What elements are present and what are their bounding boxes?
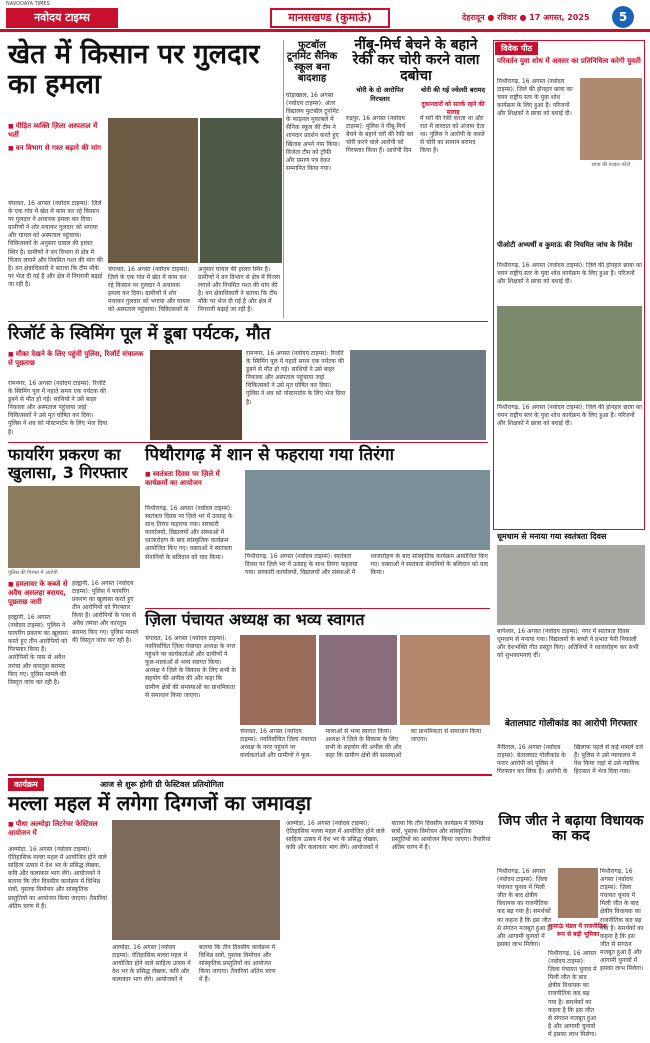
guldar-photo-1 [108,118,198,263]
guldar-bullet-1: ■ पीड़ित व्यक्ति ज़िला अस्पताल में भर्ती [8,122,103,140]
nimbu-sub2: चोरी की गई ज्वेलरी बरामद [420,86,486,94]
dhoom-body: बागेश्वर, 16 अगस्त (नवोदय टाइम्स): नगर में स्वतंत्रता दिवस धूमधाम से मनाया गया। विद्यालयों के बच्चों ने प्रभात फेरी निकाली और देशभक्ति गीत प्रस्तुत किए। अतिथियों ने ध्वजारोहण कर सभी को शुभकामनाएं दीं। [497,628,639,660]
vivek-headline: परिवर्तन युवा शोध में अवसर का प्रतिनिधित्व करेगी युवती [497,57,641,65]
vivek-body: पिथौरागढ़, 16 अगस्त (नवोदय टाइम्स): ज़िले की होनहार छात्रा का चयन राष्ट्रीय स्तर के युवा शोध कार्यक्रम के लिए हुआ है। परिजनों और शिक्षकों ने छात्रा को बधाई दी। [497,78,573,118]
resort-photo-1 [150,350,242,440]
nimbu-sub1: चोरी के दो आरोपित गिरफ्तार [356,86,404,103]
vivek-tag: विवेक पीठ [495,42,538,55]
panchayat-photo-3 [400,635,490,725]
guldar-body-2: चंपावत, 16 अगस्त (नवोदय टाइम्स): ज़िले के एक गांव में खेत में काम कर रहे किसान पर गुलदार ने अचानक हमला कर दिया। ग्रामीणों ने शोर मचाकर गुलदार को भगाया और घायल को अस्पताल पहुंचाया। चिकित्सकों के अनुसार घायल की हालत स्थिर है। ग्रामीणों ने वन विभाग से क्षेत्र में पिंजरा लगाने और नियमित गश्त की मांग की है। वन क्षेत्राधिकारी ने बताया कि टीम मौके पर भेज दी गई है और क्षेत्र में निगरानी बढ़ाई जा रही है। [108,266,281,314]
guldar-photo-2 [200,118,282,263]
events-bullet: ■ पौधा अल्मोड़ा लिटरेचर फेस्टिवल आयोजन में [8,820,108,838]
firing-bullet: ■ हमलावर के कब्जे से अवैध असलहा बरामद, पूछताछ जारी [8,580,68,606]
dateline: देहरादून ● रविवार ● 17 अगस्त, 2025 [462,13,590,22]
panchayat-photo-2 [319,635,397,725]
events-banner: आज से शुरू होगी ग्री फेस्टिवल प्रतियोगिता [100,780,224,789]
resort-headline: रिजॉर्ट के स्विमिंग पूल में डूबा पर्यटक, मौत [8,324,271,344]
panchayat-body: चंपावत, 16 अगस्त (नवोदय टाइम्स): नवनिर्वाचित ज़िला पंचायत अध्यक्ष के नगर पहुंचने पर कार्यकर्ताओं और ग्रामीणों ने फूल-मालाओं से भव्य स्वागत किया। अध्यक्ष ने ज़िले के विकास के लिए सभी के सहयोग की अपील की और कहा कि ग्रामीण क्षेत्रों की समस्याओं का प्राथमिकता से समाधान किया जाएगा। [145,635,236,699]
resort-bullet: ■ मौका देखने के लिए पहुंची पुलिस, रिजॉर्ट संचालक से पूछताछ [8,350,148,368]
vivek-body-2: पिथौरागढ़, 16 अगस्त (नवोदय टाइम्स): ज़िले की होनहार छात्रा का चयन राष्ट्रीय स्तर के युवा शोध कार्यक्रम के लिए हुआ है। परिजनों और शिक्षकों ने छात्रा को बधाई दी। [497,262,642,286]
rule [8,774,492,776]
goli-headline: बेतालघाट गोलीकांड का आरोपी गिरफ्तार [504,719,638,729]
vivek-photo [580,78,642,160]
jeep-quote: कुमाऊं मंडल में राजनीतिक रूप से बढ़ी भूमिका [548,923,608,938]
tiranga-photo [245,470,490,550]
rule [8,442,488,443]
guldar-bullet-2: ■ वन विभाग से गश्त बढ़ाने की मांग [8,144,103,153]
tiranga-body-2: पिथौरागढ़, 16 अगस्त (नवोदय टाइम्स): स्वतंत्रता दिवस पर ज़िले भर में उत्साह के साथ तिरंगा फहराया गया। सरकारी कार्यालयों, विद्यालयों और संस्थाओं में ध्वजारोहण के बाद सांस्कृतिक कार्यक्रम आयोजित किए गए। वक्ताओं ने स्वतंत्रता सेनानियों के बलिदान को याद किया। [245,553,489,577]
panchayat-body-2: चंपावत, 16 अगस्त (नवोदय टाइम्स): नवनिर्वाचित ज़िला पंचायत अध्यक्ष के नगर पहुंचने पर कार्यकर्ताओं और ग्रामीणों ने फूल-मालाओं से भव्य स्वागत किया। अध्यक्ष ने ज़िले के विकास के लिए सभी के सहयोग की अपील की और कहा कि ग्रामीण क्षेत्रों की समस्याओं का प्राथमिकता से समाधान किया जाएगा। [240,728,481,760]
firing-headline: फायरिंग प्रकरण का खुलासा, 3 गिरफ्तार [8,445,128,482]
football-headline: फुटबॉल टूर्नामेंट सैनिक स्कूल बना बादशाह [286,40,338,84]
jeep-body: पिथौरागढ़, 16 अगस्त (नवोदय टाइम्स): ज़िला पंचायत चुनाव में मिली जीत के बाद क्षेत्रीय विधायक का राजनीतिक कद बढ़ गया है। समर्थकों का कहना है कि इस जीत से संगठन मजबूत हुआ है और आगामी चुनावों में इसका लाभ मिलेगा। [497,868,552,948]
vivek-photo-caption: छात्रा की फाइल फोटो [591,162,631,168]
tiranga-body: पिथौरागढ़, 16 अगस्त (नवोदय टाइम्स): स्वतंत्रता दिवस पर ज़िले भर में उत्साह के साथ तिरंगा फहराया गया। सरकारी कार्यालयों, विद्यालयों और संस्थाओं में ध्वजारोहण के बाद सांस्कृतिक कार्यक्रम आयोजित किए गए। वक्ताओं ने स्वतंत्रता सेनानियों के बलिदान को याद किया। [145,505,233,561]
jeep-body-2: पिथौरागढ़, 16 अगस्त (नवोदय टाइम्स): ज़िला पंचायत चुनाव में मिली जीत के बाद क्षेत्रीय विधायक का राजनीतिक कद बढ़ गया है। समर्थकों का कहना है कि इस जीत से संगठन मजबूत हुआ है और आगामी चुनावों में इसका लाभ मिलेगा। [600,868,644,973]
nimbu-sub3: दुकानदारों को सतर्क रहने की सलाह [421,101,485,116]
jeep-body-3: पिथौरागढ़, 16 अगस्त (नवोदय टाइम्स): ज़िला पंचायत चुनाव में मिली जीत के बाद क्षेत्रीय विधायक का राजनीतिक कद बढ़ गया है। समर्थकों का कहना है कि इस जीत से संगठन मजबूत हुआ है और आगामी चुनावों में इसका लाभ मिलेगा। [548,950,597,1038]
events-body-3: अल्मोड़ा, 16 अगस्त (नवोदय टाइम्स): ऐतिहासिक मल्ला महल में आयोजित होने वाले साहित्य उत्सव में देश भर के प्रसिद्ध लेखक, कवि और कलाकार भाग लेंगे। आयोजकों ने बताया कि तीन दिवसीय कार्यक्रम में विभिन्न सत्रों, पुस्तक विमोचन और सांस्कृतिक प्रस्तुतियों का आयोजन किया जाएगा। तैयारियां अंतिम चरण में हैं। [286,820,491,852]
jeep-photo [558,868,598,918]
firing-photo-caption: पुलिस की गिरफ्त में आरोपी [8,570,58,576]
guldar-body: चंपावत, 16 अगस्त (नवोदय टाइम्स): ज़िले के एक गांव में खेत में काम कर रहे किसान पर गुलदार ने अचानक हमला कर दिया। ग्रामीणों ने शोर मचाकर गुलदार को भगाया और घायल को अस्पताल पहुंचाया। चिकित्सकों के अनुसार घायल की हालत स्थिर है। ग्रामीणों ने वन विभाग से क्षेत्र में पिंजरा लगाने और नियमित गश्त की मांग की है। वन क्षेत्राधिकारी ने बताया कि टीम मौके पर भेज दी गई है और क्षेत्र में निगरानी बढ़ाई जा रही है। [8,200,103,288]
resort-body: रामनगर, 16 अगस्त (नवोदय टाइम्स): रिजॉर्ट के स्विमिंग पूल में नहाते समय एक पर्यटक की डूबने से मौत हो गई। साथियों ने उसे बाहर निकाला और अस्पताल पहुंचाया जहां चिकित्सकों ने उसे मृत घोषित कर दिया। पुलिस ने शव को पोस्टमार्टम के लिए भेज दिया है। [8,380,108,436]
resort-body-2: रामनगर, 16 अगस्त (नवोदय टाइम्स): रिजॉर्ट के स्विमिंग पूल में नहाते समय एक पर्यटक की डूबने से मौत हो गई। साथियों ने उसे बाहर निकाला और अस्पताल पहुंचाया जहां चिकित्सकों ने उसे मृत घोषित कर दिया। पुलिस ने शव को पोस्टमार्टम के लिए भेज दिया है। [246,350,346,406]
nimbu-headline: नींबू-मिर्च बेचने के बहाने रेकी कर चोरी करने वाला दबोचा [352,37,480,84]
tiranga-bullet: ■ स्वतंत्रता दिवस पर ज़िले में कार्यक्रमों का आयोजन [145,470,235,488]
vivek-body-3: पिथौरागढ़, 16 अगस्त (नवोदय टाइम्स): ज़िले की होनहार छात्रा का चयन राष्ट्रीय स्तर के युवा शोध कार्यक्रम के लिए हुआ है। परिजनों और शिक्षकों ने छात्रा को बधाई दी। [497,404,642,428]
nimbu-body: रुद्रपुर, 16 अगस्त (नवोदय टाइम्स): पुलिस ने नींबू-मिर्च बेचने के बहाने घरों की रेकी कर चोरी करने वाले आरोपी को गिरफ्तार किया है। आरोपी दिन में घरों की रेकी करता था और रात में वारदात को अंजाम देता था। पुलिस ने आरोपी के कब्जे से चोरी का सामान बरामद किया है। [346,115,485,155]
goli-body: नैनीताल, 16 अगस्त (नवोदय टाइम्स): बेतालघाट गोलीकांड के फरार आरोपी को पुलिस ने गिरफ्तार कर लिया है। आरोपी के खिलाफ पहले से कई मामले दर्ज हैं। पुलिस ने उसे न्यायालय में पेश किया जहां से उसे न्यायिक हिरासत में भेज दिया गया। [497,744,643,776]
guldar-bullets [8,122,103,152]
jeep-headline: जिप जीत ने बढ़ाया विधायक का कद [498,813,644,845]
panchayat-headline: ज़िला पंचायत अध्यक्ष का भव्य स्वागत [145,610,365,629]
dhoom-photo [497,545,645,625]
resort-photo-2 [350,350,486,440]
firing-body-2: हल्द्वानी, 16 अगस्त (नवोदय टाइम्स): पुलिस ने फायरिंग प्रकरण का खुलासा करते हुए तीन आरोपियों को गिरफ्तार किया है। आरोपियों के पास से अवैध तमंचा और कारतूस बरामद किए गए। पुलिस मामले की विस्तृत जांच कर रही है। [72,580,139,644]
column-divider [283,40,284,318]
firing-photo [8,486,140,568]
events-tag: कार्यक्रम [8,778,44,791]
vivek-sub-headline: पीओटी अभ्यर्थी व कुमाऊं की नियमित जांच के निर्देश [497,241,633,249]
events-body-2: अल्मोड़ा, 16 अगस्त (नवोदय टाइम्स): ऐतिहासिक मल्ला महल में आयोजित होने वाले साहित्य उत्सव में देश भर के प्रसिद्ध लेखक, कवि और कलाकार भाग लेंगे। आयोजकों ने बताया कि तीन दिवसीय कार्यक्रम में विभिन्न सत्रों, पुस्तक विमोचन और सांस्कृतिक प्रस्तुतियों का आयोजन किया जाएगा। तैयारियां अंतिम चरण में हैं। [112,944,276,984]
firing-body: हल्द्वानी, 16 अगस्त (नवोदय टाइम्स): पुलिस ने फायरिंग प्रकरण का खुलासा करते हुए तीन आरोपियों को गिरफ्तार किया है। आरोपियों के पास से अवैध तमंचा और कारतूस बरामद किए गए। पुलिस मामले की विस्तृत जांच कर रही है। [8,614,68,686]
events-photo [112,820,280,940]
vivek-photo-2 [497,306,642,401]
guldar-headline: खेत में किसान पर गुलदार का हमला [8,39,260,100]
events-body: अल्मोड़ा, 16 अगस्त (नवोदय टाइम्स): ऐतिहासिक मल्ला महल में आयोजित होने वाले साहित्य उत्सव में देश भर के प्रसिद्ध लेखक, कवि और कलाकार भाग लेंगे। आयोजकों ने बताया कि तीन दिवसीय कार्यक्रम में विभिन्न सत्रों, पुस्तक विमोचन और सांस्कृतिक प्रस्तुतियों का आयोजन किया जाएगा। तैयारियां अंतिम चरण में हैं। [8,846,108,910]
football-body: घोड़ाखाल, 16 अगस्त (नवोदय टाइम्स): अंतर विद्यालय फुटबॉल टूर्नामेंट के फाइनल मुकाबले में सैनिक स्कूल की टीम ने शानदार प्रदर्शन करते हुए खिताब अपने नाम किया। विजेता टीम को ट्रॉफी और प्रमाण पत्र देकर सम्मानित किया गया। [286,92,340,172]
events-headline: मल्ला महल में लगेगा दिग्गजों का जमावड़ा [8,791,312,815]
tiranga-headline: पिथौरागढ़ में शान से फहराया गया तिरंगा [145,445,394,465]
rule [145,608,490,609]
panchayat-photo-1 [240,635,316,725]
page-number: 5 [612,6,634,28]
masthead: नवोदय टाइम्स [6,8,118,28]
rule [8,321,488,322]
dhoom-headline: धूमधाम से मनाया गया स्वतंत्रता दिवस [497,532,607,541]
masthead-small: NAVODAYA TIMES [6,1,50,7]
section-title: मानसखण्ड (कुमाऊं) [270,8,390,28]
